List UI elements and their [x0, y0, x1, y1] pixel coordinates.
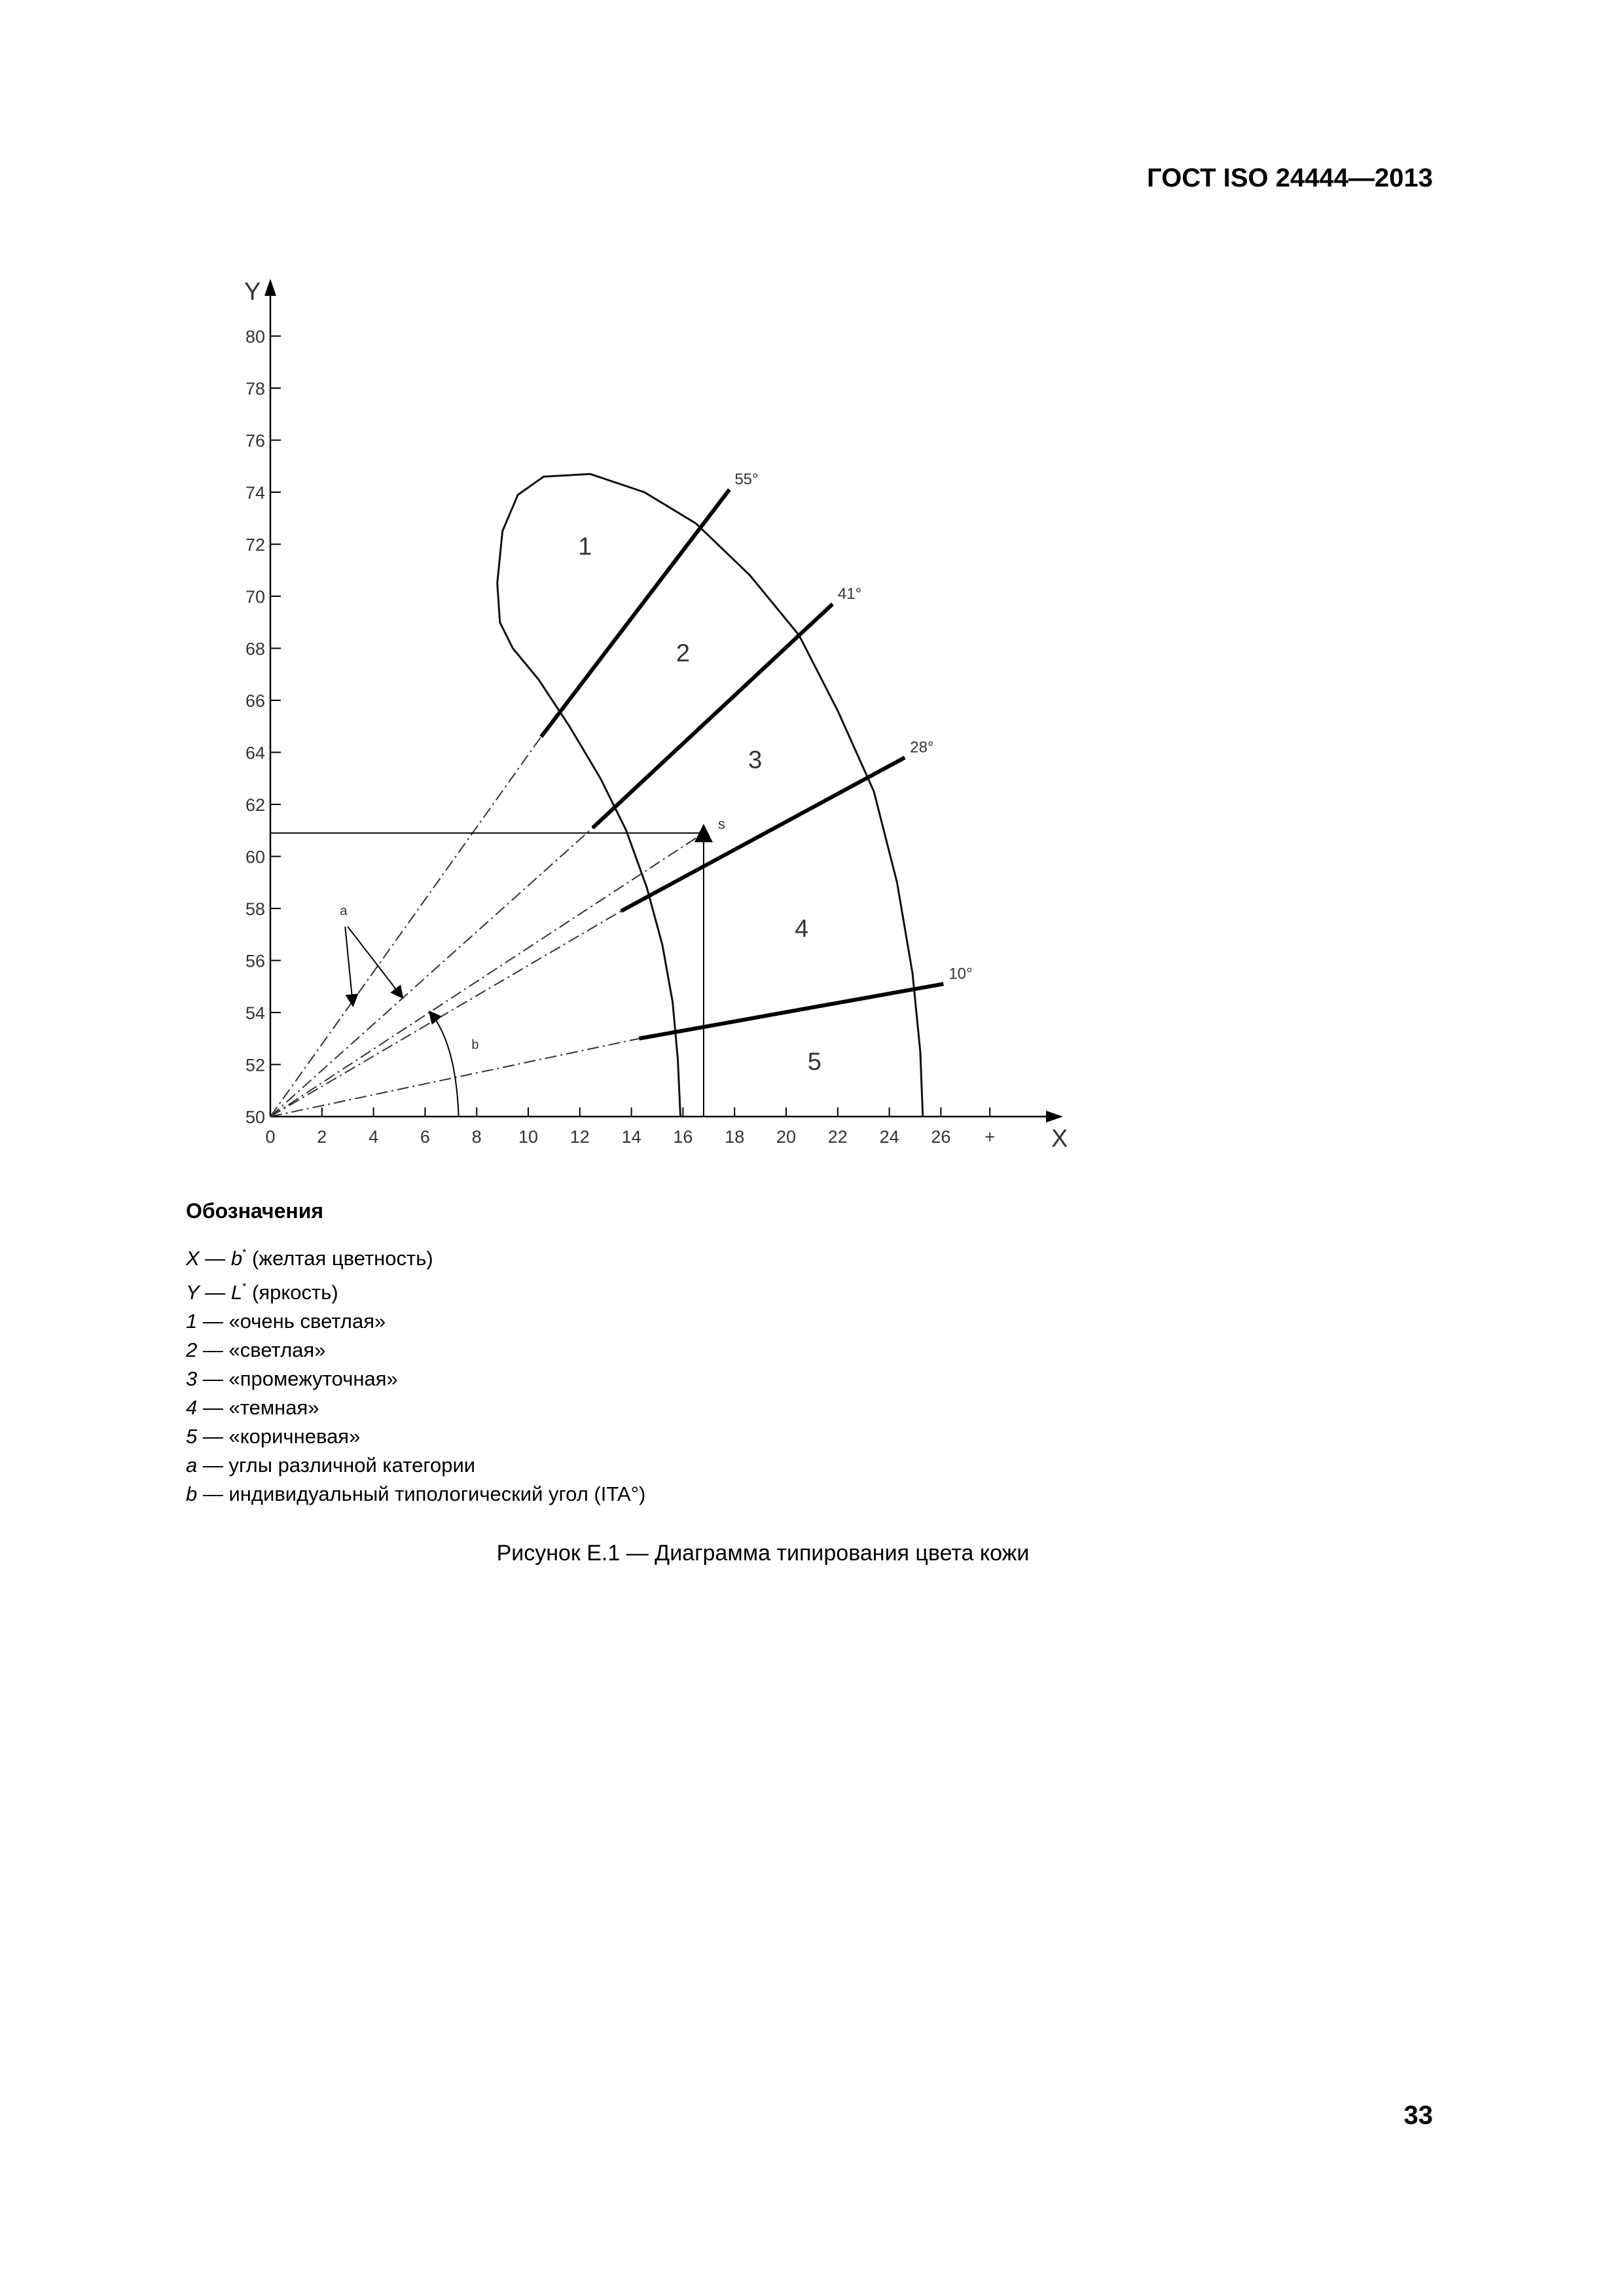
s-point-label: s — [717, 816, 725, 833]
y-axis-label: Y — [244, 278, 261, 306]
angle-rays — [270, 490, 943, 1117]
legend-title: Обозначения — [186, 1199, 324, 1223]
legend-key: X — [186, 1247, 200, 1270]
angle-label: 55° — [734, 471, 759, 489]
region-label: 3 — [748, 746, 763, 774]
category-boundaries — [497, 474, 923, 1117]
point-marks — [270, 824, 713, 1117]
y-tick-label: 78 — [245, 379, 265, 399]
dashed-angle-ray — [270, 828, 593, 1117]
legend-key: Y — [186, 1281, 200, 1304]
legend-item: 4 — «темная» — [186, 1396, 319, 1419]
legend-item: Y — L* (яркость) — [186, 1281, 338, 1304]
y-tick-label: 58 — [245, 899, 265, 919]
legend-item: 2 — «светлая» — [186, 1338, 326, 1361]
y-tick-label: 50 — [245, 1107, 265, 1127]
x-tick-label: 22 — [827, 1127, 848, 1147]
y-tick-label: 52 — [245, 1055, 265, 1075]
x-tick-label: 10 — [518, 1127, 539, 1147]
x-tick-label: 14 — [621, 1127, 641, 1147]
legend-key: b — [186, 1482, 198, 1505]
legend-symbol: b — [230, 1247, 243, 1270]
x-tick-label: 4 — [369, 1127, 379, 1147]
x-tick-label: 26 — [931, 1127, 951, 1147]
x-tick-label: 0 — [265, 1127, 276, 1147]
y-tick-label: 72 — [245, 535, 265, 555]
legend-superscript: * — [242, 1247, 247, 1259]
x-tick-label: 8 — [471, 1127, 482, 1147]
x-axis-arrow — [1046, 1111, 1063, 1122]
x-tick-label: 18 — [725, 1127, 745, 1147]
angle-label: 41° — [837, 584, 862, 603]
solid-angle-ray — [621, 757, 905, 911]
legend-list — [186, 1239, 645, 1509]
inner-boundary-curve — [513, 649, 680, 1117]
legend-item: 1 — «очень светлая» — [186, 1310, 386, 1333]
x-tick-label: 16 — [673, 1127, 693, 1147]
x-tick-label: 12 — [569, 1127, 590, 1147]
y-tick-label: 76 — [245, 431, 265, 451]
y-tick-label: 54 — [245, 1003, 265, 1023]
page-number: 33 — [1403, 2101, 1433, 2130]
x-tick-label: + — [984, 1127, 996, 1147]
legend-key: a — [186, 1454, 198, 1477]
legend-item: X — b* (желтая цветность) — [186, 1247, 433, 1270]
legend-item: 3 — «промежуточная» — [186, 1367, 398, 1390]
region-label: 1 — [578, 533, 592, 561]
diagram-labels — [244, 278, 1068, 1153]
y-axis-arrow — [264, 279, 276, 296]
annotation-b-label: b — [471, 1037, 479, 1052]
document-id: ГОСТ ISO 24444—2013 — [1147, 164, 1433, 192]
y-tick-label: 62 — [245, 795, 265, 815]
region-label: 5 — [807, 1048, 821, 1076]
y-tick-label: 74 — [245, 483, 265, 503]
annotation-a-arrow — [348, 927, 402, 997]
annotation-a-arrow — [345, 927, 353, 1005]
region-label: 4 — [795, 915, 809, 943]
y-tick-label: 60 — [245, 847, 265, 867]
legend-symbol: L — [230, 1281, 243, 1304]
dashed-angle-ray — [270, 911, 621, 1117]
dashed-ray-to-s — [270, 836, 700, 1117]
x-tick-label: 2 — [317, 1127, 327, 1147]
legend-key: 1 — [186, 1310, 198, 1333]
legend-item: a — углы различной категории — [186, 1454, 476, 1477]
legend-key: 2 — [186, 1338, 198, 1361]
outer-boundary-curve — [497, 474, 923, 1117]
dashed-angle-ray — [270, 737, 541, 1117]
legend-key: 3 — [186, 1367, 198, 1390]
y-tick-label: 56 — [245, 951, 265, 971]
solid-angle-ray — [541, 490, 730, 737]
x-tick-label: 20 — [776, 1127, 797, 1147]
solid-angle-ray — [593, 604, 833, 828]
legend-superscript: * — [242, 1282, 247, 1293]
y-tick-label: 70 — [245, 587, 265, 607]
region-label: 2 — [676, 639, 690, 668]
angle-label: 10° — [948, 965, 973, 983]
legend-item: 5 — «коричневая» — [186, 1425, 361, 1448]
legend-item: b — индивидуальный типологический угол (ITA°) — [186, 1482, 646, 1505]
y-tick-label: 68 — [245, 639, 265, 659]
angle-label: 28° — [910, 738, 934, 757]
annotation-a-label: a — [340, 903, 348, 918]
y-tick-label: 80 — [245, 327, 265, 347]
solid-angle-ray — [639, 984, 943, 1038]
figure-caption: Рисунок Е.1 — Диаграмма типирования цвета кожи — [496, 1541, 1030, 1566]
legend-key: 4 — [186, 1396, 198, 1419]
axes — [264, 279, 1063, 1122]
legend-key: 5 — [186, 1425, 198, 1448]
x-tick-label: 6 — [420, 1127, 430, 1147]
y-tick-label: 66 — [245, 691, 265, 711]
annotation-b-arc — [430, 1013, 458, 1117]
x-tick-label: 24 — [879, 1127, 899, 1147]
y-tick-label: 64 — [245, 743, 265, 763]
x-axis-label: X — [1051, 1125, 1068, 1153]
